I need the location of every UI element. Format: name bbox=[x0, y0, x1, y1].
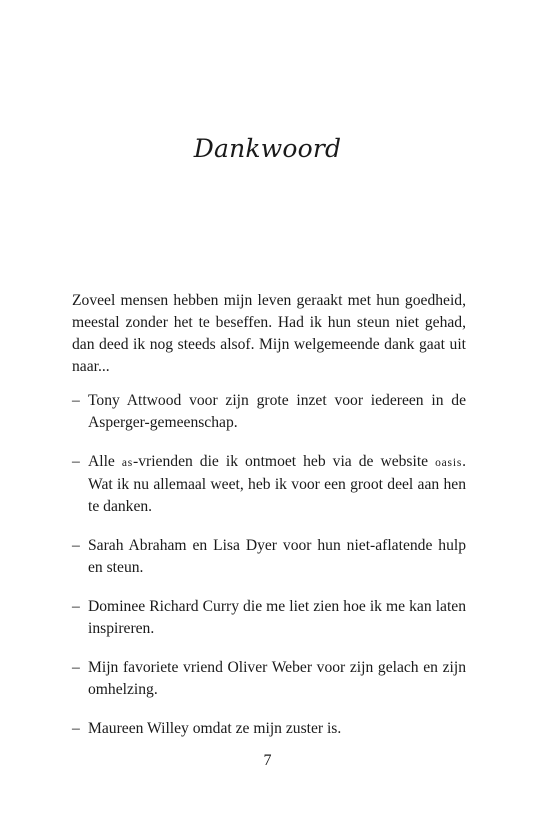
list-dash: – bbox=[72, 392, 80, 409]
list-item-text: Mijn favoriete vriend Oliver Weber voor zijn gelach en zijn omhelzing. bbox=[88, 659, 466, 698]
list-item-text-part: Alle bbox=[88, 453, 122, 470]
list-item-text-part: -vrienden die ik ontmoet heb via de website bbox=[133, 453, 436, 470]
acknowledgement-list bbox=[72, 390, 466, 740]
list-item bbox=[72, 596, 466, 640]
list-item-text: Sarah Abraham en Lisa Dyer voor hun niet-aflatende hulp en steun. bbox=[88, 537, 466, 576]
list-item-text: Dominee Richard Curry die me liet zien hoe ik me kan laten inspireren. bbox=[88, 598, 466, 637]
list-dash: – bbox=[72, 453, 80, 470]
list-item bbox=[72, 718, 466, 740]
list-dash: – bbox=[72, 537, 80, 554]
intro-paragraph: Zoveel mensen hebben mijn leven geraakt met hun goedheid, meestal zonder het te beseffen. Had ik hun steun niet gehad, dan deed ik nog steeds alsof. Mijn welgemeende dank gaat uit naar... bbox=[72, 292, 466, 375]
list-dash: – bbox=[72, 598, 80, 615]
list-item-text-part: . Wat ik nu allemaal weet, heb ik voor een groot deel aan hen te danken. bbox=[88, 453, 466, 515]
page-number: 7 bbox=[263, 752, 272, 769]
list-dash: – bbox=[72, 659, 80, 676]
list-item-text bbox=[88, 453, 466, 515]
abbreviation-as: as bbox=[121, 457, 134, 469]
list-item bbox=[72, 657, 466, 701]
list-item bbox=[72, 535, 466, 579]
chapter-title: Dankwoord bbox=[193, 134, 342, 163]
list-dash: – bbox=[72, 720, 80, 737]
page-body bbox=[72, 290, 466, 757]
list-item-text: Tony Attwood voor zijn grote inzet voor iedereen in de Asperger-gemeenschap. bbox=[88, 392, 466, 431]
abbreviation-oasis: oasis bbox=[435, 457, 463, 469]
list-item bbox=[72, 390, 466, 434]
list-item-text: Maureen Willey omdat ze mijn zuster is. bbox=[88, 720, 342, 737]
list-item bbox=[72, 451, 466, 518]
